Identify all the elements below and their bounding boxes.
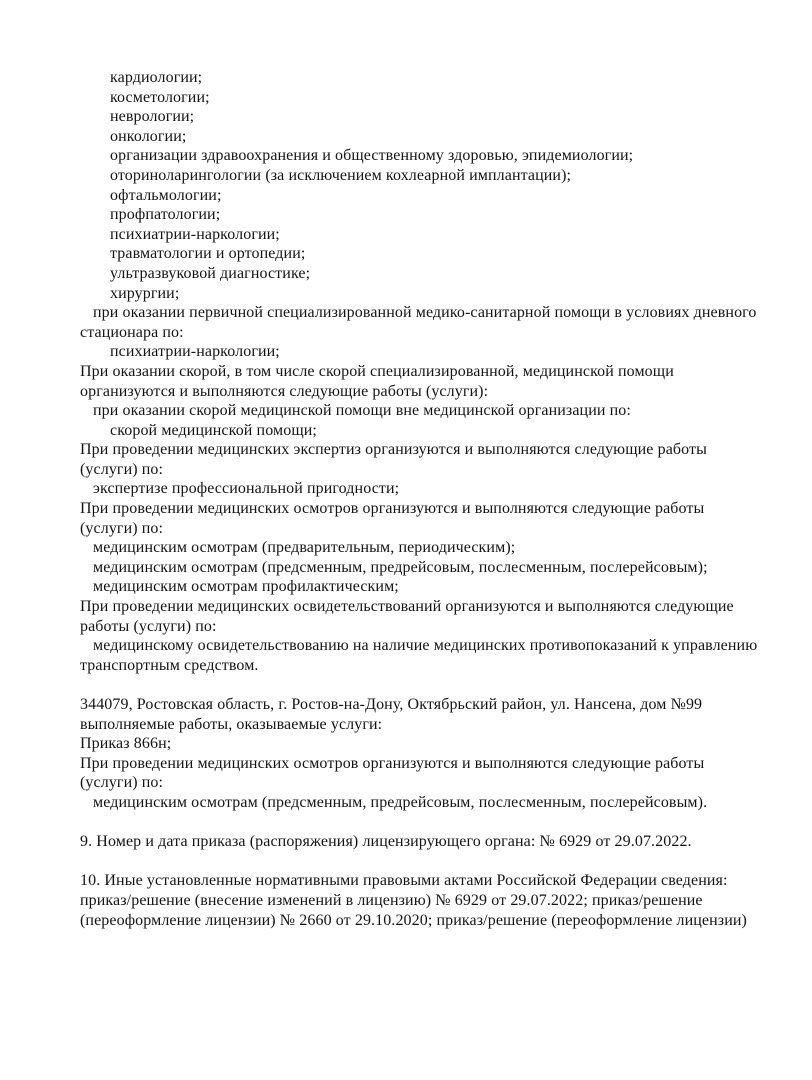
text-line: неврологии; (110, 108, 195, 126)
text-line: (услуги) по: (80, 460, 164, 478)
text-line: (переоформление лицензии) № 2660 от 29.10.2020; приказ/решение (переоформление лицензии) (80, 911, 747, 929)
text-line: 10. Иные установленные нормативными правовыми актами Российской Федерации сведения: (80, 872, 728, 890)
blank-line (80, 675, 780, 695)
text-line: косметологии; (110, 88, 210, 106)
text-line: медицинскому освидетельствованию на наличие медицинских противопоказаний к управлению (93, 637, 758, 655)
text-line: онкологии; (110, 127, 187, 145)
text-line: (услуги) по: (80, 774, 164, 792)
text-line: медицинским осмотрам (предсменным, предрейсовым, послесменным, послерейсовым). (93, 793, 708, 811)
text-line: кардиологии; (110, 69, 203, 86)
text-line: экспертизе профессиональной пригодности; (93, 480, 400, 498)
text-line: психиатрии-наркологии; (110, 225, 280, 243)
text-line: профпатологии; (110, 206, 221, 224)
text-line: При проведении медицинских осмотров организуются и выполняются следующие работы (80, 500, 705, 518)
text-line: При проведении медицинских освидетельствований организуются и выполняются следующие (80, 598, 734, 616)
text-line: хирургии; (110, 284, 180, 302)
document-text-block (80, 68, 780, 930)
text-line: При проведении медицинских экспертиз организуются и выполняются следующие работы (80, 441, 707, 459)
text-line: при оказании первичной специализированной медико-санитарной помощи в условиях дневного (93, 304, 757, 322)
text-line: ультразвуковой диагностике; (110, 264, 311, 282)
text-line: психиатрии-наркологии; (110, 343, 280, 361)
text-line: медицинским осмотрам (предварительным, периодическим); (93, 539, 516, 557)
text-line: оториноларингологии (за исключением кохлеарной имплантации); (110, 166, 572, 184)
text-line: медицинским осмотрам (предсменным, предрейсовым, послесменным, послерейсовым); (93, 558, 708, 576)
text-line: приказ/решение (внесение изменений в лицензию) № 6929 от 29.07.2022; приказ/решение (80, 891, 703, 909)
text-line: При проведении медицинских осмотров организуются и выполняются следующие работы (80, 754, 705, 772)
text-line: офтальмологии; (110, 186, 222, 204)
text-line: при оказании скорой медицинской помощи вне медицинской организации по: (93, 402, 631, 420)
text-line: медицинским осмотрам профилактическим; (93, 578, 399, 596)
blank-line (80, 813, 780, 833)
text-line: организации здравоохранения и общественному здоровью, эпидемиологии; (110, 147, 634, 165)
text-line: При оказании скорой, в том числе скорой специализированной, медицинской помощи (80, 362, 674, 380)
text-line: 344079, Ростовская область, г. Ростов-на-Дону, Октябрьский район, ул. Нансена, дом №99 (80, 696, 703, 713)
text-line: Приказ 866н; (80, 735, 172, 753)
text-line: стационара по: (80, 323, 184, 341)
text-line: 9. Номер и дата приказа (распоряжения) лицензирующего органа: № 6929 от 29.07.2022. (80, 833, 692, 851)
text-line: работы (услуги) по: (80, 617, 217, 635)
text-line: выполняемые работы, оказываемые услуги: (80, 715, 383, 733)
text-line: организуются и выполняются следующие работы (услуги): (80, 382, 489, 400)
text-line: травматологии и ортопедии; (110, 245, 306, 263)
text-line: скорой медицинской помощи; (110, 421, 317, 439)
text-line: (услуги) по: (80, 519, 164, 537)
text-line: транспортным средством. (80, 656, 259, 674)
blank-line (80, 852, 780, 872)
